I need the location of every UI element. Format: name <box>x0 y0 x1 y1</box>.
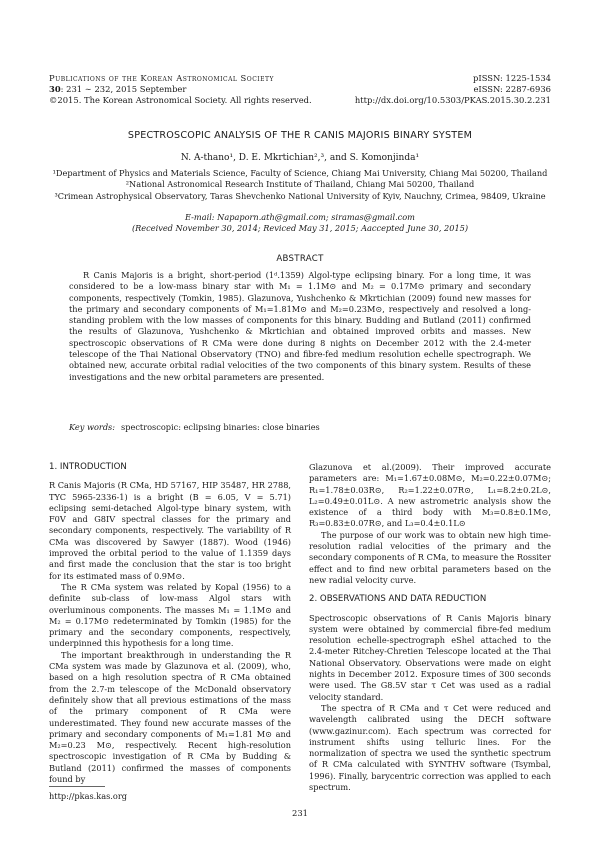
abstract-heading: ABSTRACT <box>276 254 324 264</box>
right-column <box>309 462 551 793</box>
page-range: : 231 ∼ 232, 2015 September <box>60 84 187 95</box>
volume-number: 30 <box>49 84 61 95</box>
journal-header-right <box>355 73 551 107</box>
intro-paragraph-1: R Canis Majoris (R CMa, HD 57167, HIP 35487, HR 2788, TYC 5965-2336-1) is a bright (B = 6.05, V = 5.71) eclipsing semi-detached Algol-type binary system, with F0V and G8IV spectral classes for the primary and secondary components, respectively. The variability of R CMa was discovered by Sawyer (1887). Wood (1946) improved the orbital period to the value of 1.1359 days and first made the conclusion that the star is too bright for its estimated mass of 0.9M⊙. <box>49 480 292 581</box>
copyright: ©2015. The Korean Astronomical Society. All rights reserved. <box>49 95 312 106</box>
footnote-rule <box>49 786 105 787</box>
volume-info <box>49 84 312 95</box>
keywords-text: spectroscopic: eclipsing binaries: close binaries <box>121 422 320 432</box>
intro-paragraph-3-continued: Glazunova et al.(2009). Their improved accurate parameters are: M₁=1.67±0.08M⊙, M₂=0.22±0.07M⊙; R₁=1.78±0.03R⊙, R₂=1.22±0.07R⊙, L₁=8.2±0.2L⊙, L₂=0.49±0.01L⊙. A new astrometric analysis show the existence of a third body with M₃=0.8±0.1M⊙, R₃=0.83±0.07R⊙, and L₃=0.4±0.1L⊙ <box>309 462 551 529</box>
intro-paragraph-3: The important breakthrough in understanding the R CMa system was made by Glazunova et al. (2009), who, based on a high resolution spectra of R CMa obtained from the 2.7-m telescope of the McDonald observatory definitely show that all previous estimations of the mass of the primary component of R CMa were underestimated. They found new accurate masses of the primary and secondary components of M₁=1.81 M⊙ and M₂=0.23 M⊙, respectively. Recent high-resolution spectroscopic investigation of R CMa by Budding & Butland (2011) confirmed the masses of components found by <box>49 649 291 785</box>
left-column <box>49 462 291 785</box>
observations-paragraph-2: The spectra of R CMa and τ Cet were reduced and wavelength calibrated using the DECH software (www.gazinur.com). Each spectrum was corrected for instrument shifts using telluric lines. For the normalization of spectra we used the synthetic spectrum of R CMa calculated with SYNTHV software (Tsymbal, 1996). Finally, barycentric correction was applied to each spectrum. <box>309 702 551 793</box>
email: E-mail: Napaporn.ath@gmail.com; siramas@gmail.com <box>185 212 415 222</box>
author-list: N. A-thano¹, D. E. Mkrtichian²,³, and S. Komonjinda¹ <box>180 153 420 163</box>
affiliation-2: ²National Astronomical Research Institute of Thailand, Chiang Mai 50200, Thailand <box>125 179 475 190</box>
eissn: eISSN: 2287-6936 <box>473 84 551 95</box>
received-dates: (Received November 30, 2014; Reviced May 31, 2015; Aaccepted June 30, 2015) <box>131 223 469 234</box>
affiliation-3: ³Crimean Astrophysical Observatory, Taras Shevchenko National University of Kyiv, Nauchny, Crimea, 98409, Ukraine <box>54 190 546 201</box>
affiliation-1: ¹Department of Physics and Materials Science, Faculty of Science, Chiang Mai University, Chiang Mai 50200, Thailand <box>52 168 548 178</box>
doi-link[interactable]: http://dx.doi.org/10.5303/PKAS.2015.30.2.231 <box>354 95 551 106</box>
page-number: 231 <box>292 808 308 818</box>
section-heading-introduction: 1. INTRODUCTION <box>49 462 127 472</box>
section-heading-observations: 2. OBSERVATIONS AND DATA REDUCTION <box>309 594 487 605</box>
intro-paragraph-2: The R CMa system was related by Kopal (1956) to a definite sub-class of low-mass Algol stars with overluminous components. The masses M₁ = 1.1M⊙ and M₂ = 0.17M⊙ redeterminated by Tomkin (1985) for the primary and the secondary components, respectively, underpinned this hypothesis for a long time. <box>49 581 291 649</box>
observations-paragraph-1: Spectroscopic observations of R Canis Majoris binary system were obtained by commercial fibre-fed medium resolution echelle-spectrograph eShel attached to the 2.4-meter Ritchey-Chretien Telescope located at the Thai National Observatory. Observations were made on eight nights in December 2012. Exposure times of 300 seconds were used. The G8.5V star τ Cet was used as a radial velocity standard. <box>309 612 551 702</box>
affiliations <box>49 168 551 202</box>
paper-title: SPECTROSCOPIC ANALYSIS OF THE R CANIS MAJORIS BINARY SYSTEM <box>127 130 473 141</box>
footnote-url[interactable]: http://pkas.kas.org <box>49 791 127 801</box>
journal-name: Publications of the Korean Astronomical Society <box>49 73 275 83</box>
journal-header-left <box>49 73 312 107</box>
pissn: pISSN: 1225-1534 <box>473 73 551 83</box>
keywords-label: Key words: <box>69 422 116 432</box>
abstract-text: R Canis Majoris is a bright, short-period (1ᵈ.1359) Algol-type eclipsing binary. For a long time, it was considered to be a low-mass binary star with M₁ = 1.1M⊙ and M₂ = 0.17M⊙ primary and secondary components, respectively (Tomkin, 1985). Glazunova, Yushchenko & Mkrtichian (2009) found new masses for the primary and secondary components of M₁=1.81M⊙ and M₂=0.23M⊙, respectively and resolved a long-standing problem with the low masses of components for this binary. Budding and Butland (2011) confirmed the results of Glazunova, Yushchenko & Mkrtichian and obtained improved orbits and masses. New spectroscopic observations of R CMa were done during 8 nights on December 2012 with the 2.4-meter telescope of the Thai National Observatory (TNO) and fibre-fed medium resolution echelle spectrograph. We obtained new, accurate orbital radial velocities of the two components of this binary system. Results of these investigations and the new orbital parameters are presented. <box>69 270 531 382</box>
keywords <box>69 422 531 433</box>
intro-paragraph-4: The purpose of our work was to obtain new high time-resolution radial velocities of the primary and the secondary components of R CMa, to measure the Rossiter effect and to find new orbital parameters based on the new radial velocity curve. <box>309 529 551 585</box>
contact-info <box>49 212 551 235</box>
